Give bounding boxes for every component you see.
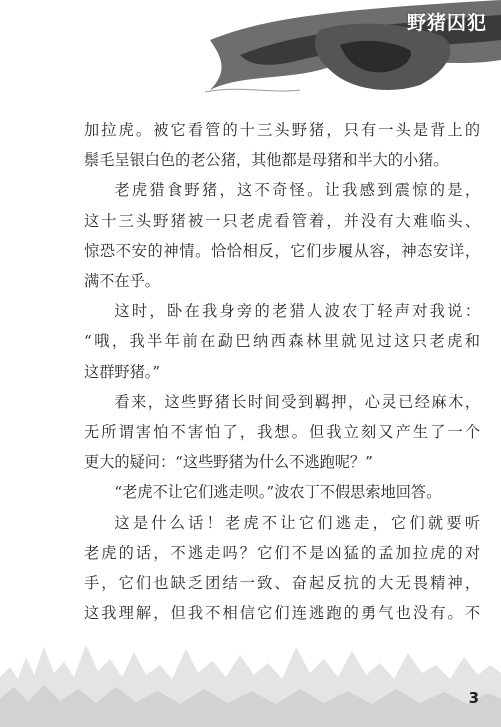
text-line: 这十三头野猪被一只老虎看管着，并没有大难临头、 (84, 211, 480, 230)
page-number: 3 (468, 689, 479, 707)
text-line: 这群野猪。” (84, 362, 161, 381)
text-line: 无所谓害怕不害怕了，我想。但我立刻又产生了一个 (84, 423, 480, 442)
text-line: 加拉虎。被它看管的十三头野猪，只有一头是背上的 (84, 121, 480, 139)
text-line: 这我理解，但我不相信它们连逃跑的勇气也没有。不 (84, 604, 480, 623)
text-line: “哦，我半年前在勐巴纳西森林里就见过这只老虎和 (84, 332, 480, 351)
text-line: 看来，这些野猪长时间受到羁押，心灵已经麻木， (114, 392, 480, 411)
body-text (84, 115, 480, 628)
text-line: 这时，卧在我身旁的老猎人波农丁轻声对我说： (114, 302, 480, 321)
text-line: 惊恐不安的神情。恰恰相反，它们步履从容，神态安详， (84, 241, 480, 260)
text-line: 这是什么话！老虎不让它们逃走，它们就要听 (114, 513, 480, 532)
text-line: 手，它们也缺乏团结一致、奋起反抗的大无畏精神， (84, 574, 480, 593)
text-line: 更大的疑问：“这些野猪为什么不逃跑呢？” (84, 453, 373, 472)
running-title: 野猪囚犯 (406, 12, 487, 34)
text-line: 满不在乎。 (84, 272, 160, 291)
text-line: 老虎猎食野猪，这不奇怪。让我感到震惊的是， (114, 181, 480, 200)
text-line: 老虎的话，不逃走吗？它们不是凶猛的孟加拉虎的对 (84, 543, 480, 562)
forest-silhouette-footer (0, 607, 501, 727)
text-line: 鬃毛呈银白色的老公猪，其他都是母猪和半大的小猪。 (84, 151, 449, 170)
text-line: “老虎不让它们逃走呗。”波农丁不假思索地回答。 (114, 483, 442, 502)
